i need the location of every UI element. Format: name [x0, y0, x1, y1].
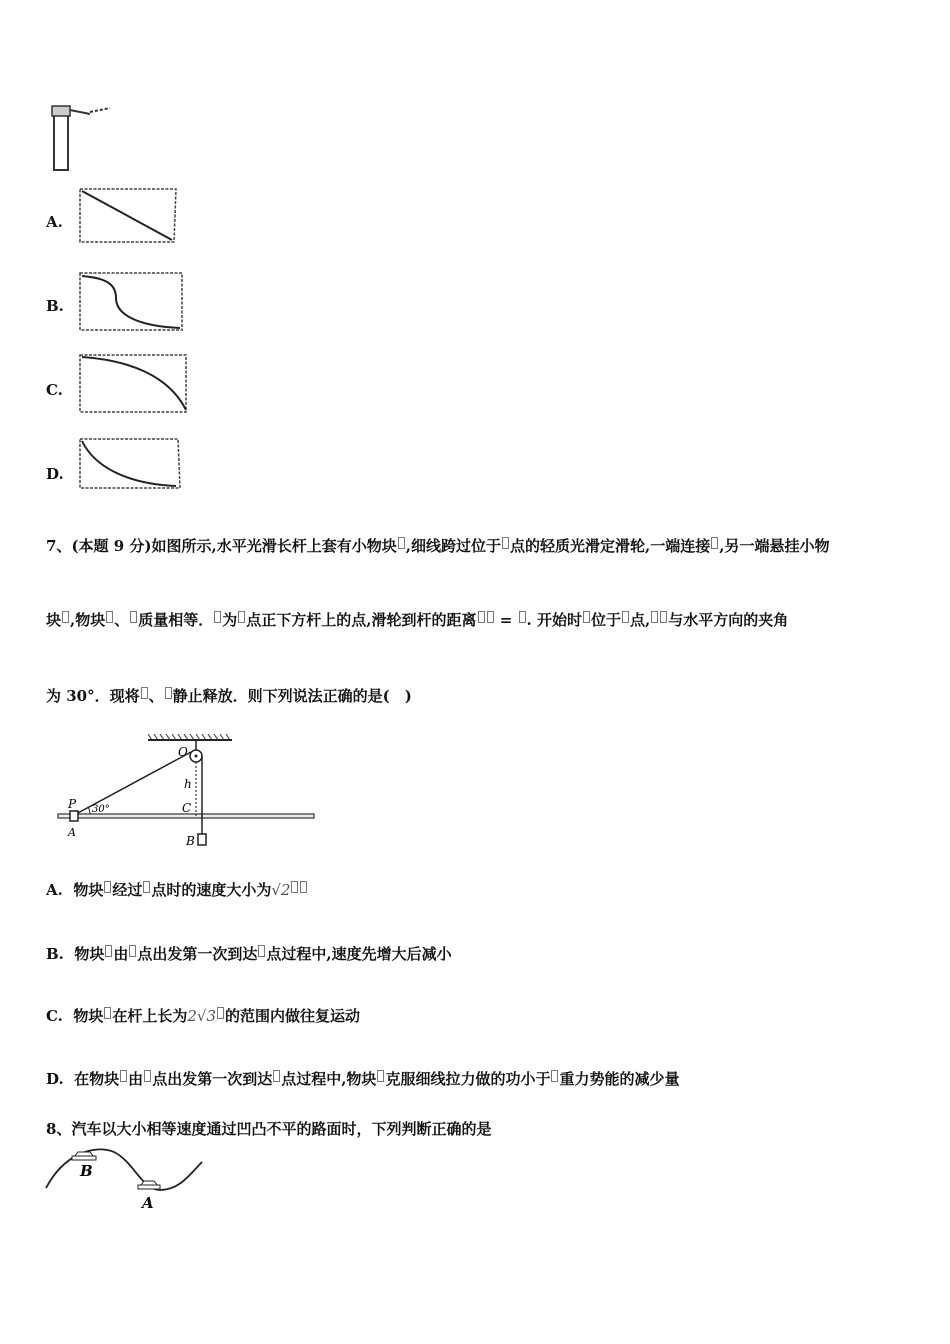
option-text: 点出发第一次到达: [152, 1070, 273, 1088]
placeholder-box: [214, 611, 221, 623]
placeholder-box: [478, 611, 485, 623]
q8-number: 8、: [46, 1120, 72, 1138]
q8-road-figure: [44, 1144, 208, 1212]
q7-number: 7、: [46, 537, 72, 555]
q7-option-a: [46, 879, 308, 900]
placeholder-box: [141, 687, 148, 699]
placeholder-box: [398, 537, 405, 549]
option-text: 在物块: [74, 1070, 120, 1088]
option-c-label: C.: [46, 381, 63, 399]
option-text: 物块: [74, 945, 105, 963]
option-label: A.: [46, 881, 63, 899]
option-text: 点出发第一次到达: [137, 945, 258, 963]
q8-question: [46, 1118, 491, 1139]
option-text: 点过程中,物块: [281, 1070, 377, 1088]
placeholder-box: [129, 945, 136, 957]
q7-text: 、: [114, 611, 130, 629]
placeholder-box: [519, 611, 526, 623]
option-text: 物块: [73, 881, 104, 899]
q7-text: =: [494, 611, 518, 629]
q7-text: 块: [46, 611, 62, 629]
option-b-label: B.: [46, 297, 64, 315]
option-a-label: A.: [46, 213, 63, 231]
placeholder-box: [106, 611, 113, 623]
recorder-figure: [46, 98, 116, 176]
math-expr: √2: [271, 881, 291, 899]
option-b-graph: [76, 270, 186, 334]
placeholder-box: [291, 881, 298, 893]
placeholder-box: [130, 611, 137, 623]
option-a-graph: [76, 186, 180, 246]
option-text: 由: [113, 945, 129, 963]
option-label: B.: [46, 945, 64, 963]
placeholder-box: [105, 945, 112, 957]
placeholder-box: [660, 611, 667, 623]
option-d-graph: [76, 436, 184, 492]
q7-text: 点的轻质光滑定滑轮,一端连接: [509, 537, 711, 555]
placeholder-box: [273, 1070, 280, 1082]
q7-text: ,细线跨过位于: [405, 537, 501, 555]
label-a: A: [142, 1194, 154, 1212]
option-text: 物块: [73, 1007, 104, 1025]
q7-line-1: [46, 535, 829, 556]
placeholder-box: [144, 1070, 151, 1082]
q7-pulley-figure: [54, 734, 324, 850]
label-h: h: [184, 777, 192, 791]
q7-line-3: [46, 685, 412, 706]
option-text: 经过: [112, 881, 143, 899]
option-d-label: D.: [46, 465, 64, 483]
placeholder-box: [487, 611, 494, 623]
q7-text: ,物块: [70, 611, 106, 629]
placeholder-box: [583, 611, 590, 623]
placeholder-box: [120, 1070, 127, 1082]
option-text: 在杆上长为: [112, 1007, 188, 1025]
math-expr: 2√3: [187, 1007, 217, 1025]
q7-text: 点正下方杆上的点,滑轮到杆的距离: [246, 611, 477, 629]
q7-text: 静止释放．则下列说法正确的是( ): [172, 687, 412, 705]
q7-line-2: [46, 609, 788, 630]
placeholder-box: [258, 945, 265, 957]
q7-text: ,另一端悬挂小物: [719, 537, 830, 555]
option-c-graph: [76, 352, 192, 416]
label-b: B: [186, 834, 195, 848]
option-text: 克服细线拉力做的功小于: [385, 1070, 551, 1088]
placeholder-box: [238, 611, 245, 623]
q7-text: 位于: [591, 611, 622, 629]
q7-text: 如图所示,水平光滑长杆上套有小物块: [151, 537, 397, 555]
q7-text: 点,: [630, 611, 651, 629]
label-b: B: [80, 1162, 93, 1180]
q7-text: 为: [222, 611, 238, 629]
placeholder-box: [502, 537, 509, 549]
q7-text: 质量相等．: [138, 611, 214, 629]
label-a: A: [68, 826, 76, 839]
placeholder-box: [651, 611, 658, 623]
placeholder-box: [104, 1007, 111, 1019]
q7-text: . 开始时: [526, 611, 582, 629]
placeholder-box: [711, 537, 718, 549]
placeholder-box: [165, 687, 172, 699]
q7-text: 为 30°．现将: [46, 687, 140, 705]
q7-option-b: [46, 943, 452, 964]
q7-option-d: [46, 1068, 679, 1089]
q7-text: 与水平方向的夹角: [668, 611, 789, 629]
option-text: 的范围内做往复运动: [225, 1007, 361, 1025]
placeholder-box: [551, 1070, 558, 1082]
placeholder-box: [104, 881, 111, 893]
placeholder-box: [217, 1007, 224, 1019]
label-c: C: [182, 801, 192, 815]
placeholder-box: [62, 611, 69, 623]
placeholder-box: [622, 611, 629, 623]
q7-option-c: [46, 1005, 360, 1026]
label-p: P: [68, 797, 77, 811]
placeholder-box: [300, 881, 307, 893]
label-o: O: [178, 745, 188, 759]
option-text: 重力势能的减少量: [559, 1070, 680, 1088]
angle-label: 30°: [92, 804, 110, 815]
option-text: 点过程中,速度先增大后减小: [266, 945, 452, 963]
option-text: 点时的速度大小为: [151, 881, 272, 899]
q7-text: 、: [148, 687, 164, 705]
option-label: C.: [46, 1007, 63, 1025]
q8-text: 汽车以大小相等速度通过凹凸不平的路面时，下列判断正确的是: [71, 1120, 492, 1138]
option-label: D.: [46, 1070, 64, 1088]
placeholder-box: [377, 1070, 384, 1082]
placeholder-box: [143, 881, 150, 893]
q7-meta: (本题 9 分): [71, 537, 152, 555]
option-text: 由: [128, 1070, 144, 1088]
